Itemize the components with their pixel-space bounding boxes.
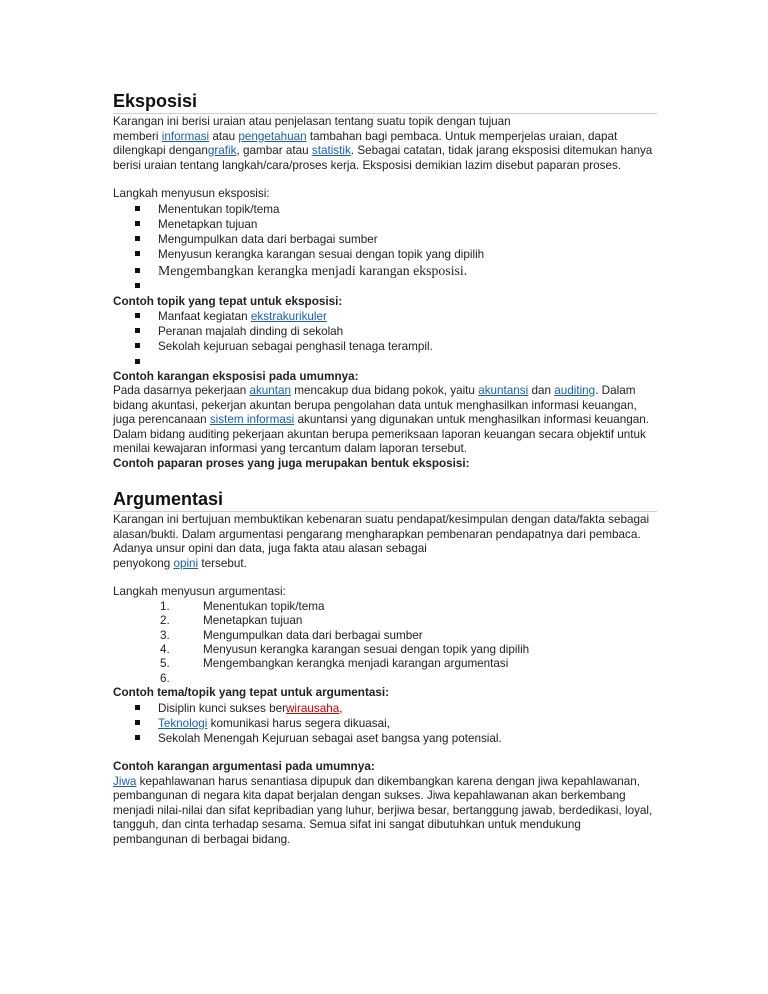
list-item: Disiplin kunci sukses berwirausaha,: [113, 701, 657, 716]
list-item: Mengumpulkan data dari berbagai sumber: [113, 232, 657, 247]
section-title-eksposisi: Eksposisi: [113, 91, 657, 114]
list-item: Sekolah Menengah Kejuruan sebagai aset bangsa yang potensial.: [113, 731, 657, 746]
link-wirausaha[interactable]: wirausaha: [285, 701, 340, 715]
square-bullet-icon: [135, 720, 140, 725]
link-teknologi[interactable]: Teknologi: [158, 716, 208, 730]
list-item: Menetapkan tujuan: [113, 217, 657, 232]
list-item: 3. Mengumpulkan data dari berbagai sumber: [160, 628, 423, 642]
argumentasi-topics-heading: Contoh tema/topik yang tepat untuk argumentasi:: [113, 686, 389, 700]
link-sistem-informasi[interactable]: sistem informasi: [209, 413, 295, 427]
eksposisi-intro: Karangan ini berisi uraian atau penjelasan tentang suatu topik dengan tujuan memberi informasi atau pengetahuan tambahan bagi pembaca. Untuk memperjelas uraian, dapat dilengkapi dengangrafik, gambar atau statistik. Sebagai catatan, tidak jarang eksposisi ditemukan hanya berisi uraian tentang langkah/cara/proses kerja. Eksposisi demikian lazim disebut paparan proses.: [113, 115, 653, 172]
square-bullet-icon: [135, 343, 140, 348]
link-akuntansi[interactable]: akuntansi: [478, 384, 529, 398]
link-grafik[interactable]: grafik: [207, 144, 237, 157]
argumentasi-example-text: Jiwa kepahlawanan harus senantiasa dipupuk dan dikembangkan karena dengan jiwa kepahlawanan, pembangunan di negara kita dapat berjalan dengan sukses. Jiwa kepahlawanan akan berkembang menjadi nilai-nilai dan sifat kepribadian yang luhur, berjiwa besar, bertanggung jawab, berdedikasi, loyal, tangguh, dan cinta terhadap sesama. Semua sifat ini sangat dibutuhkan untuk mendukung pembangunan di berbagai bidang.: [113, 774, 653, 846]
square-bullet-icon: [135, 268, 140, 273]
list-item: 4. Menyusun kerangka karangan sesuai dengan topik yang dipilih: [160, 643, 530, 657]
link-akuntan[interactable]: akuntan: [249, 384, 292, 398]
link-ekstrakurikuler[interactable]: ekstrakurikuler: [250, 310, 327, 323]
square-bullet-icon: [135, 221, 140, 226]
list-item: 1. Menentukan topik/tema: [160, 599, 325, 613]
link-jiwa[interactable]: Jiwa: [113, 774, 137, 788]
square-bullet-icon: [135, 206, 140, 211]
list-item: 5. Mengembangkan kerangka menjadi karangan argumentasi: [160, 657, 509, 671]
list-item: Manfaat kegiatan ekstrakurikuler: [113, 309, 657, 324]
list-item: Mengembangkan kerangka menjadi karangan eksposisi.: [113, 262, 657, 279]
list-item-empty: [113, 355, 657, 370]
list-item: 2. Menetapkan tujuan: [160, 614, 303, 628]
eksposisi-topics-list: [113, 309, 657, 370]
link-opini[interactable]: opini: [173, 556, 199, 570]
square-bullet-icon: [135, 328, 140, 333]
argumentasi-topics-list: [113, 701, 657, 747]
square-bullet-icon: [135, 251, 140, 256]
eksposisi-steps-label: Langkah menyusun eksposisi:: [113, 187, 270, 200]
link-statistik[interactable]: statistik: [311, 144, 351, 157]
list-item-empty: [113, 279, 657, 294]
section-title-argumentasi: Argumentasi: [113, 489, 657, 512]
list-item: Sekolah kejuruan sebagai penghasil tenaga terampil.: [113, 339, 657, 354]
argumentasi-example-heading: Contoh karangan argumentasi pada umumnya:: [113, 760, 375, 774]
square-bullet-icon: [135, 705, 140, 710]
link-informasi[interactable]: informasi: [161, 129, 210, 143]
argumentasi-steps-list: [113, 600, 657, 686]
square-bullet-icon: [135, 359, 140, 364]
eksposisi-topics-heading: Contoh topik yang tepat untuk eksposisi:: [113, 294, 343, 308]
list-item-empty: 6.: [160, 671, 170, 685]
argumentasi-intro: Karangan ini bertujuan membuktikan kebenaran suatu pendapat/kesimpulan dengan data/fakta sebagai alasan/bukti. Dalam argumentasi pengarang mengharapkan pembenaran pendapatnya dari pembaca. Adanya unsur opini dan data, juga fakta atau alasan sebagai penyokong opini tersebut.: [113, 513, 650, 570]
list-item: Teknologi komunikasi harus segera dikuasai,: [113, 716, 657, 731]
square-bullet-icon: [135, 313, 140, 318]
eksposisi-example-text: Pada dasarnya pekerjaan akuntan mencakup dua bidang pokok, yaitu akuntansi dan auditing. Dalam bidang akuntasi, pekerjan akuntan berupa pengolahan data untuk menghasilkan informasi keuangan, juga perencanaan sistem informasi akuntansi yang digunakan untuk menghasilkan informasi keuangan.: [113, 384, 650, 427]
list-item: Menyusun kerangka karangan sesuai dengan topik yang dipilih: [113, 247, 657, 262]
link-pengetahuan[interactable]: pengetahuan: [238, 129, 307, 143]
eksposisi-process-heading: Contoh paparan proses yang juga merupakan bentuk eksposisi:: [113, 456, 470, 470]
square-bullet-icon: [135, 236, 140, 241]
argumentasi-steps-label: Langkah menyusun argumentasi:: [113, 585, 286, 599]
square-bullet-icon: [135, 735, 140, 740]
link-auditing[interactable]: auditing: [554, 384, 596, 398]
eksposisi-example-text-2: Dalam bidang auditing pekerjaan akuntan berupa pemeriksaan laporan keuangan secara objektif untuk menilai kewajaran informasi yang tercantum dalam laporan tersebut.: [113, 427, 646, 456]
square-bullet-icon: [135, 283, 140, 288]
eksposisi-steps-list: [113, 202, 657, 295]
eksposisi-example-heading: Contoh karangan eksposisi pada umumnya:: [113, 369, 359, 383]
document-page: [113, 0, 657, 847]
list-item: Menentukan topik/tema: [113, 202, 657, 217]
list-item: Peranan majalah dinding di sekolah: [113, 324, 657, 339]
